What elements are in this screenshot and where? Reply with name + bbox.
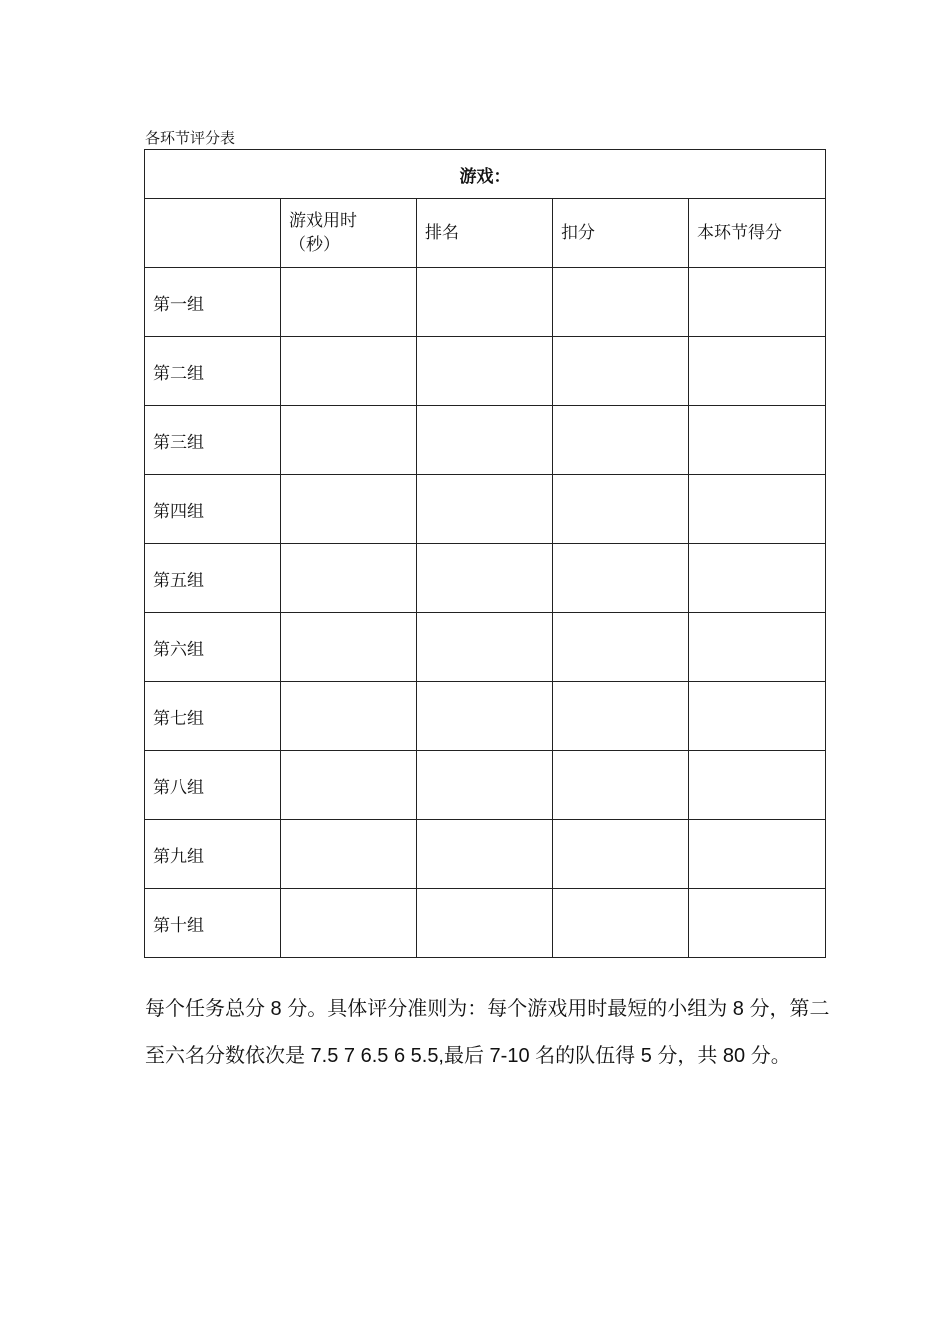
header-cell-time [281, 199, 417, 268]
group-deduction-cell [553, 544, 689, 613]
table-row [145, 544, 826, 613]
group-deduction-cell [553, 337, 689, 406]
group-rank-cell [417, 406, 553, 475]
group-rank-cell [417, 682, 553, 751]
group-label: 第三组 [145, 406, 281, 475]
header-cell-rank: 排名 [417, 199, 553, 268]
table-row [145, 751, 826, 820]
group-deduction-cell [553, 475, 689, 544]
group-score-cell [689, 889, 826, 958]
group-score-cell [689, 682, 826, 751]
table-row [145, 682, 826, 751]
table-row [145, 475, 826, 544]
group-label: 第七组 [145, 682, 281, 751]
group-rank-cell [417, 751, 553, 820]
group-deduction-cell [553, 268, 689, 337]
group-score-cell [689, 337, 826, 406]
header-cell-deduction: 扣分 [553, 199, 689, 268]
table-header-row [145, 199, 826, 268]
table-row [145, 337, 826, 406]
group-time-cell [281, 337, 417, 406]
group-score-cell [689, 751, 826, 820]
group-score-cell [689, 613, 826, 682]
group-deduction-cell [553, 751, 689, 820]
table-row [145, 613, 826, 682]
group-label: 第六组 [145, 613, 281, 682]
group-time-cell [281, 613, 417, 682]
group-label: 第八组 [145, 751, 281, 820]
group-rank-cell [417, 268, 553, 337]
group-score-cell [689, 406, 826, 475]
group-score-cell [689, 544, 826, 613]
group-deduction-cell [553, 889, 689, 958]
scoring-rules: 每个任务总分 8 分。具体评分准则为：每个游戏用时最短的小组为 8 分，第二至六名分数依次是 7.5 7 6.5 6 5.5,最后 7-10 名的队伍得 5 分，共 80 分。 [145, 998, 830, 1067]
group-label: 第五组 [145, 544, 281, 613]
group-rank-cell [417, 820, 553, 889]
group-time-cell [281, 751, 417, 820]
group-time-cell [281, 475, 417, 544]
group-label: 第一组 [145, 268, 281, 337]
group-time-cell [281, 889, 417, 958]
group-label: 第九组 [145, 820, 281, 889]
group-label: 第十组 [145, 889, 281, 958]
group-score-cell [689, 268, 826, 337]
header-cell-empty [145, 199, 281, 268]
table-title: 游戏： [145, 150, 826, 199]
table-caption: 各环节评分表 [145, 129, 236, 147]
table-row [145, 406, 826, 475]
group-label: 第四组 [145, 475, 281, 544]
group-rank-cell [417, 544, 553, 613]
group-rank-cell [417, 337, 553, 406]
table-title-row [145, 150, 826, 199]
group-rank-cell [417, 889, 553, 958]
group-deduction-cell [553, 682, 689, 751]
table-row [145, 268, 826, 337]
group-rank-cell [417, 475, 553, 544]
group-time-cell [281, 544, 417, 613]
table-row [145, 889, 826, 958]
group-label: 第二组 [145, 337, 281, 406]
group-time-cell [281, 406, 417, 475]
group-time-cell [281, 682, 417, 751]
group-time-cell [281, 268, 417, 337]
group-deduction-cell [553, 820, 689, 889]
group-rank-cell [417, 613, 553, 682]
group-time-cell [281, 820, 417, 889]
header-cell-score: 本环节得分 [689, 199, 826, 268]
group-score-cell [689, 475, 826, 544]
group-score-cell [689, 820, 826, 889]
score-table [144, 149, 826, 958]
group-deduction-cell [553, 406, 689, 475]
table-row [145, 820, 826, 889]
group-deduction-cell [553, 613, 689, 682]
header-time-label: 游戏用时（秒） [289, 211, 357, 255]
